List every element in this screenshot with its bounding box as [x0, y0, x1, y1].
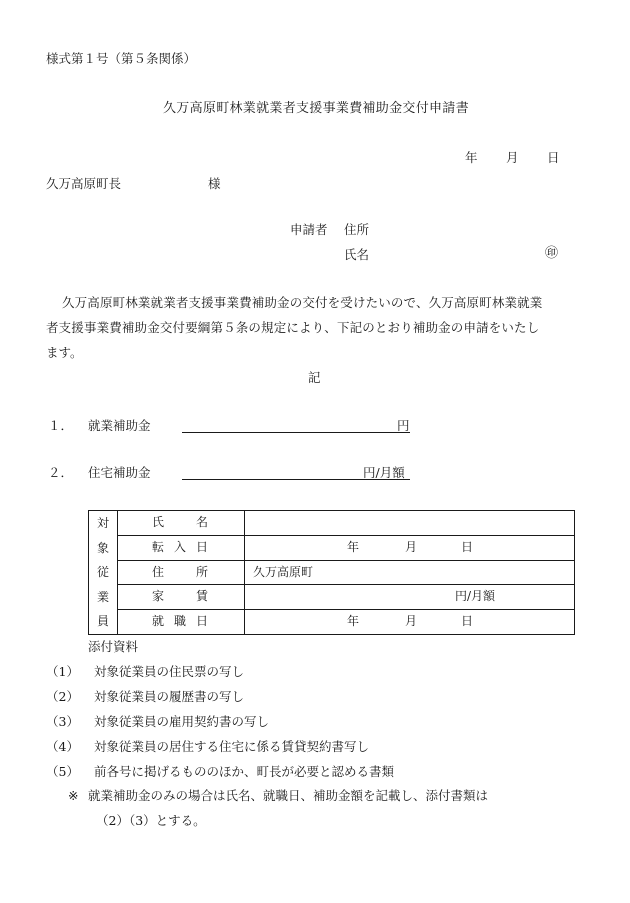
- employee-side-label: [89, 511, 118, 635]
- label-char: 日: [196, 539, 209, 554]
- address-value-cell[interactable]: [245, 560, 575, 585]
- form-number: 様式第１号（第５条関係）: [46, 51, 197, 66]
- note-mark: ※: [68, 788, 79, 803]
- item-2-label: 住宅補助金: [88, 465, 151, 480]
- attachment-1-text: 対象従業員の住民票の写し: [94, 664, 245, 679]
- label-char: 職: [174, 614, 187, 629]
- date-day-label: 日: [547, 150, 560, 165]
- attachment-2-number: （2）: [46, 689, 79, 704]
- applicant-label: 申請者: [290, 222, 328, 237]
- attachment-4-text: 対象従業員の居住する住宅に係る賃貸契約書写し: [94, 739, 370, 754]
- employee-table: [88, 510, 575, 635]
- date-year-label: 年: [465, 150, 478, 165]
- rent-unit: 円/月額: [455, 589, 496, 604]
- attachment-2-text: 対象従業員の履歴書の写し: [94, 689, 245, 704]
- label-char: 入: [174, 539, 187, 554]
- body-text-line-1: 久万高原町林業就業者支援事業費補助金の交付を受けたいので、久万高原町林業就業: [62, 295, 543, 310]
- attachment-4-number: （4）: [46, 739, 79, 754]
- side-char: 従: [96, 565, 109, 580]
- name-value-cell[interactable]: [245, 511, 575, 536]
- row-move-in-date-label: [118, 535, 245, 560]
- note-heading: 記: [308, 370, 321, 385]
- label-char: 転: [152, 539, 165, 554]
- note-line-1: 就業補助金のみの場合は氏名、就職日、補助金額を記載し、添付書類は: [88, 788, 489, 803]
- attachment-5-text: 前各号に掲げるもののほか、町長が必要と認める書類: [94, 764, 395, 779]
- addressee-honorific: 様: [208, 176, 221, 191]
- employment-day-label: 日: [461, 614, 474, 629]
- row-employment-date-label: [118, 610, 245, 635]
- applicant-address-label: 住所: [344, 222, 370, 237]
- side-char: 業: [96, 589, 109, 604]
- addressee-name: 久万高原町長: [46, 176, 122, 191]
- row-address-label: [118, 560, 245, 585]
- side-char: 対: [96, 516, 109, 530]
- label-char: 就: [152, 614, 165, 629]
- address-value: 久万高原町: [253, 564, 314, 579]
- label-char: 所: [196, 564, 209, 579]
- label-char: 名: [196, 515, 209, 529]
- applicant-name-label: 氏名: [344, 247, 370, 262]
- move-in-date-value-cell[interactable]: [245, 535, 575, 560]
- attachment-1-number: （1）: [46, 664, 79, 679]
- attachment-5-number: （5）: [46, 764, 79, 779]
- seal-icon: ㊞: [545, 246, 559, 261]
- label-char: 住: [152, 564, 165, 579]
- attachments-heading: 添付資料: [88, 639, 139, 654]
- employment-date-value-cell[interactable]: [245, 610, 575, 635]
- move-in-month-label: 月: [405, 539, 418, 554]
- label-char: 家: [152, 589, 165, 604]
- move-in-day-label: 日: [461, 539, 474, 554]
- label-char: 賃: [196, 589, 209, 604]
- item-1-number: １．: [48, 418, 74, 433]
- row-name-label: [118, 511, 245, 536]
- rent-value-cell[interactable]: [245, 585, 575, 610]
- item-2-unit: 円/月額: [363, 465, 405, 480]
- document-title: 久万高原町林業就業者支援事業費補助金交付申請書: [163, 101, 469, 116]
- item-2-number: ２．: [48, 465, 74, 480]
- item-1-label: 就業補助金: [88, 418, 151, 433]
- move-in-year-label: 年: [347, 539, 360, 554]
- row-rent-label: [118, 585, 245, 610]
- label-char: 日: [196, 614, 209, 629]
- body-text-line-2: 者支援事業費補助金交付要綱第５条の規定により、下記のとおり補助金の申請をいたし: [46, 320, 540, 335]
- attachment-3-text: 対象従業員の雇用契約書の写し: [94, 714, 270, 729]
- date-month-label: 月: [506, 150, 519, 165]
- employment-month-label: 月: [405, 614, 418, 629]
- item-1-unit: 円: [397, 418, 410, 433]
- attachment-3-number: （3）: [46, 714, 79, 729]
- item-1-amount-line[interactable]: [182, 432, 410, 433]
- side-char: 象: [96, 540, 109, 555]
- body-text-line-3: ます。: [46, 345, 83, 360]
- employment-year-label: 年: [347, 614, 360, 629]
- label-char: 氏: [152, 515, 165, 529]
- side-char: 員: [96, 614, 109, 629]
- note-line-2: （2）（3）とする。: [96, 813, 206, 828]
